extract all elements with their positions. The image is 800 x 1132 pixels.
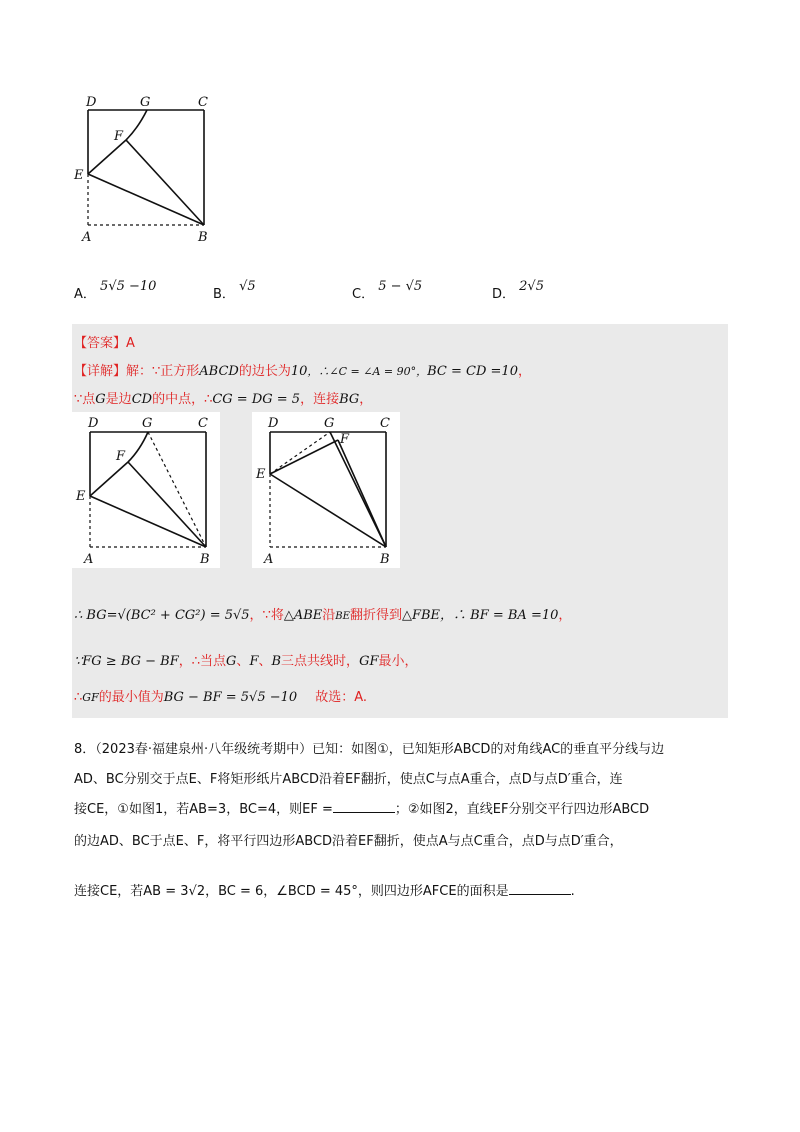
- label-G: G: [140, 95, 151, 110]
- svg-text:B: B: [200, 552, 210, 567]
- solution-figure-1: [72, 412, 220, 568]
- answer-blank-2[interactable]: [509, 882, 571, 895]
- option-d: [492, 279, 544, 302]
- explanation-line-3: ∴ BG=√(BC² + CG²) = 5√5，∵将△ABE沿BE翻折得到△FBE，∴ BF = BA =10，: [74, 608, 572, 623]
- square-fold-figure-top: [70, 92, 220, 244]
- svg-text:A: A: [84, 552, 94, 567]
- option-a: [74, 279, 157, 302]
- explanation-line-4: ∵FG ≥ BG − BF，∴当点G、F、B三点共线时，GF最小，: [74, 654, 418, 669]
- svg-text:E: E: [256, 467, 266, 482]
- svg-text:A: A: [264, 552, 274, 567]
- option-c: [352, 279, 423, 302]
- explanation-line-5: ∴GF的最小值为BG − BF = 5√5 −10 故选：A.: [74, 690, 367, 705]
- question-8-line-4: 的边AD、BC于点E、F，将平行四边形ABCD沿着EF翻折，使点A与点C重合，点D与点D′重合，: [74, 834, 623, 849]
- option-b-value: √5: [239, 279, 256, 294]
- label-C: C: [198, 95, 208, 110]
- option-c-letter: C．: [352, 287, 375, 302]
- option-b-letter: B．: [213, 287, 235, 302]
- option-a-value: 5√5 −10: [100, 279, 157, 294]
- label-F: F: [114, 129, 124, 144]
- option-d-value: 2√5: [519, 279, 544, 294]
- svg-text:F: F: [116, 449, 126, 464]
- explanation-tag: 【详解】: [74, 364, 127, 379]
- option-b: [213, 279, 256, 302]
- svg-text:D: D: [88, 416, 99, 431]
- question-8-line-5: 连接CE，若AB = 3√2，BC = 6，∠BCD = 45°，则四边形AFCE的面积是 .: [74, 884, 575, 899]
- option-d-letter: D．: [492, 287, 516, 302]
- explanation-line-2: ∵点G是边CD的中点，∴CG = DG = 5，连接BG，: [74, 392, 373, 407]
- label-E: E: [74, 168, 84, 183]
- svg-text:G: G: [142, 416, 153, 431]
- question-8-line-2: AD、BC分别交于点E、F将矩形纸片ABCD沿着EF翻折，使点C与点A重合，点D与点D′重合，连: [74, 772, 623, 787]
- svg-text:G: G: [324, 416, 335, 431]
- question-8-line-3: 接CE，①如图1，若AB=3，BC=4，则EF = ；②如图2，直线EF分别交平行四边形ABCD: [74, 802, 650, 817]
- svg-text:C: C: [380, 416, 390, 431]
- svg-text:F: F: [340, 432, 350, 447]
- svg-text:B: B: [380, 552, 390, 567]
- svg-text:D: D: [268, 416, 279, 431]
- option-a-letter: A．: [74, 287, 96, 302]
- solution-figure-2: [252, 412, 400, 568]
- svg-text:C: C: [198, 416, 208, 431]
- option-c-value: 5 − √5: [378, 279, 423, 294]
- label-A: A: [82, 230, 92, 244]
- explanation-line-1: 【详解】解：∵正方形ABCD的边长为10，∴∠C = ∠A = 90°，BC = CD =10，: [74, 364, 531, 379]
- question-8-line-1: 8．（2023春·福建泉州·八年级统考期中）已知：如图①，已知矩形ABCD的对角线AC的垂直平分线与边: [74, 742, 665, 757]
- label-D: D: [86, 95, 97, 110]
- answer-blank-1[interactable]: [333, 800, 395, 813]
- svg-text:E: E: [76, 489, 86, 504]
- label-B: B: [198, 230, 208, 244]
- answer-tag: 【答案】A: [74, 336, 135, 351]
